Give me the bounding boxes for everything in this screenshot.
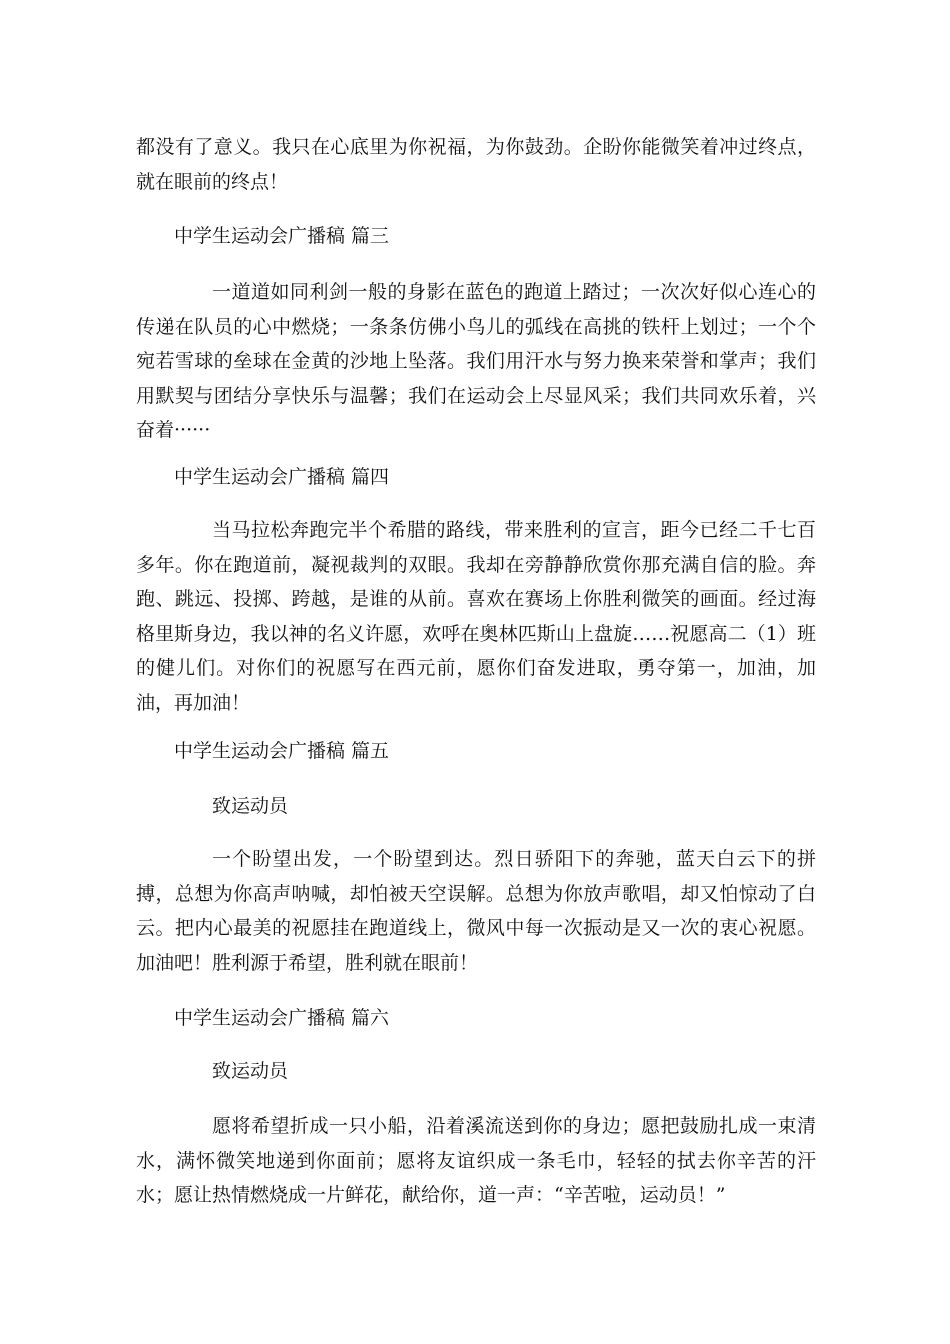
- section-heading-6: 中学生运动会广播稿 篇六: [174, 1007, 390, 1029]
- paragraph-section-5: 一个盼望出发，一个盼望到达。烈日骄阳下的奔驰，蓝天白云下的拼搏，总想为你高声呐喊，却怕被天空误解。总想为你放声歌唱，却又怕惊动了白云。把内心最美的祝愿挂在跑道线上，微风中每一次振动是又一次的衷心祝愿。加油吧！胜利源于希望，胜利就在眼前！: [136, 848, 816, 974]
- paragraph-continuation: 都没有了意义。我只在心底里为你祝福，为你鼓劲。企盼你能微笑着冲过终点，就在眼前的终点！: [136, 136, 816, 193]
- paragraph-section-4: 当马拉松奔跑完半个希腊的路线，带来胜利的宣言，距今已经二千七百多年。你在跑道前，凝视裁判的双眼。我却在旁静静欣赏你那充满自信的脸。奔跑、跳远、投掷、跨越，是谁的从前。喜欢在赛场上你胜利微笑的画面。经过海格里斯身边，我以神的名义许愿，欢呼在奥林匹斯山上盘旋……祝愿高二（1）班的健儿们。对你们的祝愿写在西元前，愿你们奋发进取，勇夺第一，加油，加油，再加油！: [136, 519, 816, 714]
- salutation-section-5: 致运动员: [212, 795, 289, 817]
- salutation-section-6: 致运动员: [212, 1060, 289, 1082]
- section-heading-4: 中学生运动会广播稿 篇四: [174, 466, 390, 488]
- paragraph-section-3: 一道道如同利剑一般的身影在蓝色的跑道上踏过；一次次好似心连心的传递在队员的心中燃烧；一条条仿佛小鸟儿的弧线在高挑的铁杆上划过；一个个宛若雪球的垒球在金黄的沙地上坠落。我们用汗水与努力换来荣誉和掌声；我们用默契与团结分享快乐与温馨；我们在运动会上尽显风采；我们共同欢乐着，兴奋着······: [136, 281, 816, 441]
- paragraph-section-6: 愿将希望折成一只小船，沿着溪流送到你的身边；愿把鼓励扎成一束清水，满怀微笑地递到你面前；愿将友谊织成一条毛巾，轻轻的拭去你辛苦的汗水；愿让热情燃烧成一片鲜花，献给你，道一声：“辛苦啦，运动员！”: [136, 1115, 816, 1206]
- section-heading-5: 中学生运动会广播稿 篇五: [174, 740, 390, 762]
- section-heading-3: 中学生运动会广播稿 篇三: [174, 225, 390, 247]
